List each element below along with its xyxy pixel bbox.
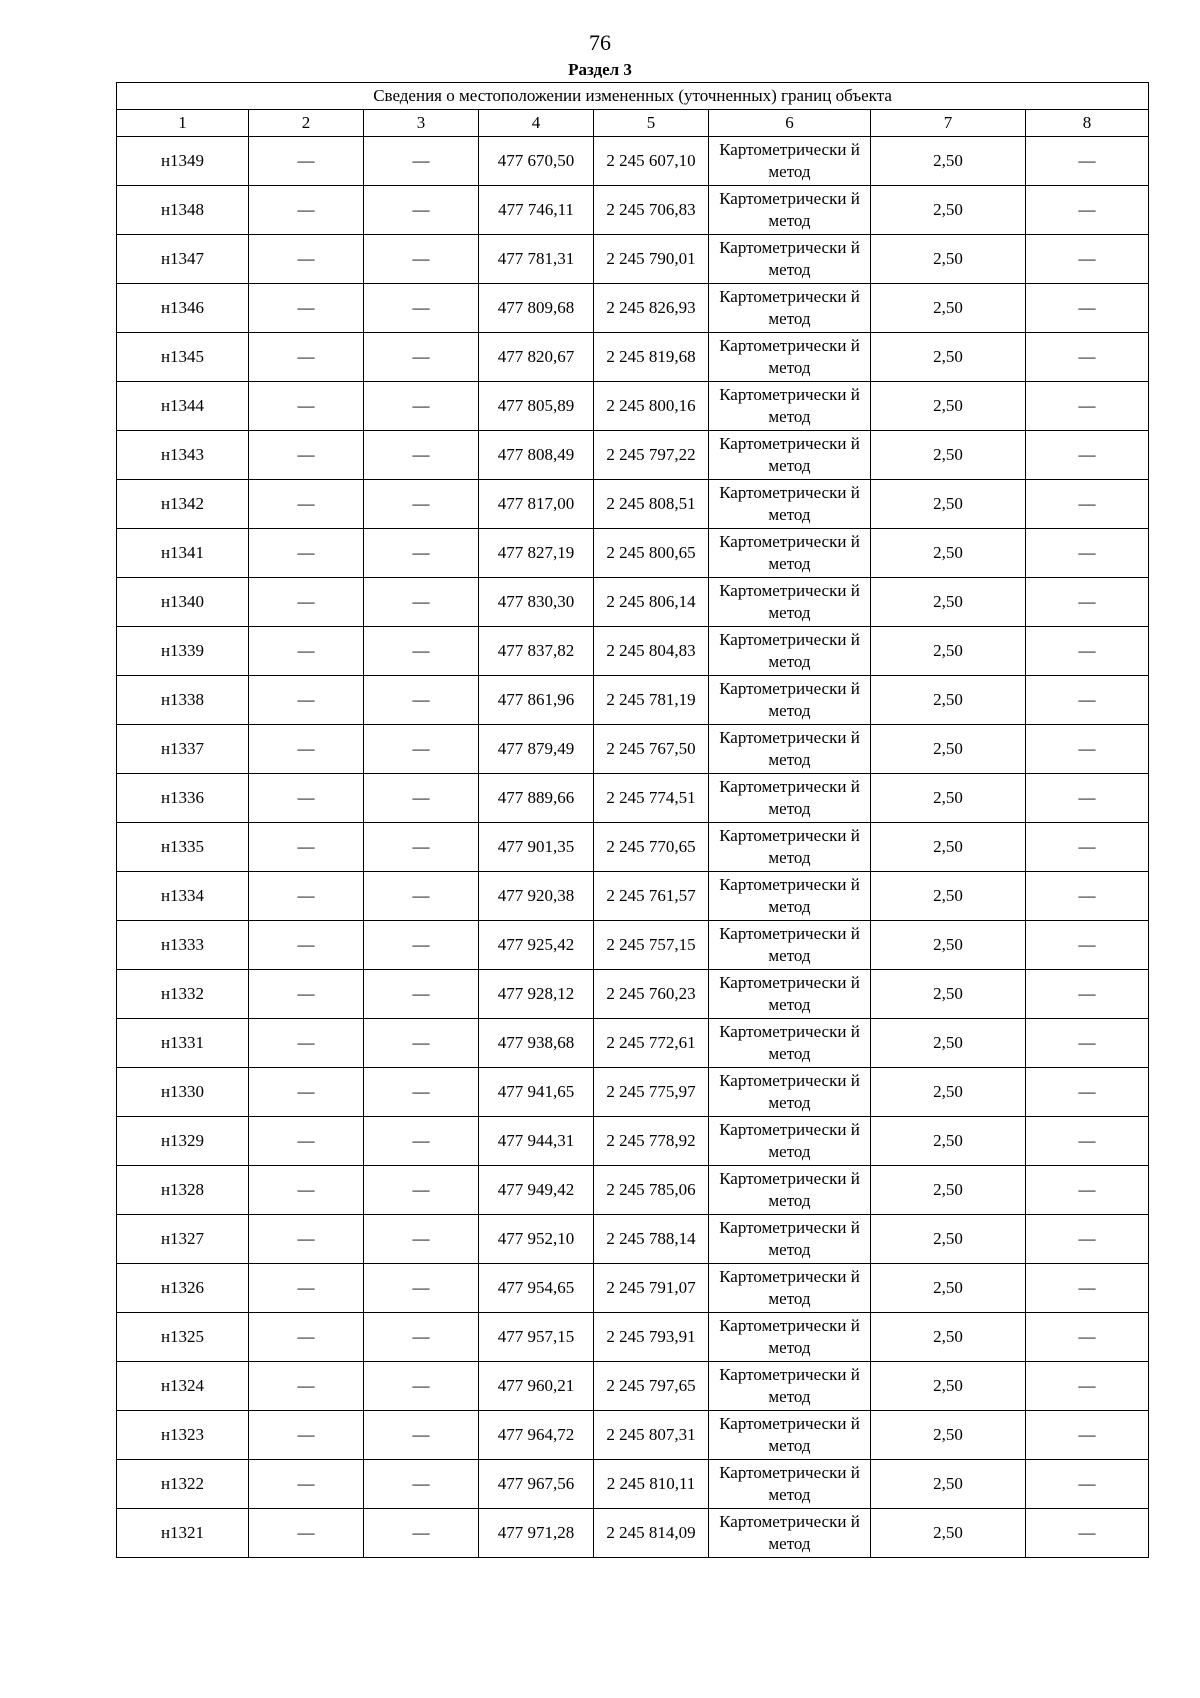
point-id-cell: н1338 <box>117 676 249 725</box>
table-caption: Сведения о местоположении измененных (уточненных) границ объекта <box>117 83 1149 110</box>
col3-cell: — <box>364 1264 479 1313</box>
x-coordinate-cell: 477 837,82 <box>479 627 594 676</box>
point-id-cell: н1333 <box>117 921 249 970</box>
method-cell: Картометрически й метод <box>709 774 871 823</box>
col3-cell: — <box>364 284 479 333</box>
col3-cell: — <box>364 578 479 627</box>
table-row <box>117 774 1149 823</box>
col2-cell: — <box>249 676 364 725</box>
method-cell: Картометрически й метод <box>709 578 871 627</box>
point-id-cell: н1349 <box>117 137 249 186</box>
x-coordinate-cell: 477 952,10 <box>479 1215 594 1264</box>
accuracy-cell: 2,50 <box>871 235 1026 284</box>
col2-cell: — <box>249 1313 364 1362</box>
point-id-cell: н1332 <box>117 970 249 1019</box>
table-row <box>117 1411 1149 1460</box>
col8-cell: — <box>1026 676 1149 725</box>
x-coordinate-cell: 477 971,28 <box>479 1509 594 1558</box>
table-row <box>117 1215 1149 1264</box>
table-row <box>117 1117 1149 1166</box>
y-coordinate-cell: 2 245 806,14 <box>594 578 709 627</box>
column-header: 5 <box>594 110 709 137</box>
col8-cell: — <box>1026 1166 1149 1215</box>
table-caption-row <box>117 83 1149 110</box>
point-id-cell: н1330 <box>117 1068 249 1117</box>
col2-cell: — <box>249 921 364 970</box>
point-id-cell: н1327 <box>117 1215 249 1264</box>
y-coordinate-cell: 2 245 761,57 <box>594 872 709 921</box>
point-id-cell: н1344 <box>117 382 249 431</box>
accuracy-cell: 2,50 <box>871 970 1026 1019</box>
accuracy-cell: 2,50 <box>871 627 1026 676</box>
col2-cell: — <box>249 431 364 480</box>
y-coordinate-cell: 2 245 774,51 <box>594 774 709 823</box>
x-coordinate-cell: 477 938,68 <box>479 1019 594 1068</box>
column-header: 6 <box>709 110 871 137</box>
point-id-cell: н1343 <box>117 431 249 480</box>
method-cell: Картометрически й метод <box>709 186 871 235</box>
col8-cell: — <box>1026 1068 1149 1117</box>
table-row <box>117 627 1149 676</box>
x-coordinate-cell: 477 920,38 <box>479 872 594 921</box>
col8-cell: — <box>1026 627 1149 676</box>
accuracy-cell: 2,50 <box>871 137 1026 186</box>
x-coordinate-cell: 477 808,49 <box>479 431 594 480</box>
x-coordinate-cell: 477 960,21 <box>479 1362 594 1411</box>
method-cell: Картометрически й метод <box>709 970 871 1019</box>
point-id-cell: н1339 <box>117 627 249 676</box>
table-row <box>117 1068 1149 1117</box>
x-coordinate-cell: 477 827,19 <box>479 529 594 578</box>
col3-cell: — <box>364 1019 479 1068</box>
point-id-cell: н1347 <box>117 235 249 284</box>
col2-cell: — <box>249 578 364 627</box>
col3-cell: — <box>364 1313 479 1362</box>
table-row <box>117 431 1149 480</box>
point-id-cell: н1321 <box>117 1509 249 1558</box>
col2-cell: — <box>249 284 364 333</box>
point-id-cell: н1324 <box>117 1362 249 1411</box>
accuracy-cell: 2,50 <box>871 676 1026 725</box>
col2-cell: — <box>249 823 364 872</box>
point-id-cell: н1348 <box>117 186 249 235</box>
accuracy-cell: 2,50 <box>871 578 1026 627</box>
column-header: 8 <box>1026 110 1149 137</box>
col8-cell: — <box>1026 235 1149 284</box>
accuracy-cell: 2,50 <box>871 823 1026 872</box>
table-row <box>117 578 1149 627</box>
accuracy-cell: 2,50 <box>871 1313 1026 1362</box>
table-body <box>117 137 1149 1558</box>
col2-cell: — <box>249 529 364 578</box>
col3-cell: — <box>364 1117 479 1166</box>
point-id-cell: н1334 <box>117 872 249 921</box>
col3-cell: — <box>364 1068 479 1117</box>
y-coordinate-cell: 2 245 791,07 <box>594 1264 709 1313</box>
x-coordinate-cell: 477 967,56 <box>479 1460 594 1509</box>
col2-cell: — <box>249 235 364 284</box>
col3-cell: — <box>364 480 479 529</box>
col2-cell: — <box>249 480 364 529</box>
table-header-row <box>117 110 1149 137</box>
accuracy-cell: 2,50 <box>871 1264 1026 1313</box>
method-cell: Картометрически й метод <box>709 921 871 970</box>
col3-cell: — <box>364 725 479 774</box>
accuracy-cell: 2,50 <box>871 431 1026 480</box>
point-id-cell: н1336 <box>117 774 249 823</box>
col3-cell: — <box>364 823 479 872</box>
y-coordinate-cell: 2 245 804,83 <box>594 627 709 676</box>
table-row <box>117 235 1149 284</box>
x-coordinate-cell: 477 670,50 <box>479 137 594 186</box>
col3-cell: — <box>364 186 479 235</box>
table-row <box>117 1509 1149 1558</box>
point-id-cell: н1322 <box>117 1460 249 1509</box>
col8-cell: — <box>1026 1117 1149 1166</box>
y-coordinate-cell: 2 245 781,19 <box>594 676 709 725</box>
col3-cell: — <box>364 627 479 676</box>
method-cell: Картометрически й метод <box>709 725 871 774</box>
table-row <box>117 1019 1149 1068</box>
accuracy-cell: 2,50 <box>871 333 1026 382</box>
x-coordinate-cell: 477 941,65 <box>479 1068 594 1117</box>
x-coordinate-cell: 477 928,12 <box>479 970 594 1019</box>
table-row <box>117 921 1149 970</box>
point-id-cell: н1326 <box>117 1264 249 1313</box>
col8-cell: — <box>1026 529 1149 578</box>
col2-cell: — <box>249 725 364 774</box>
table-row <box>117 186 1149 235</box>
x-coordinate-cell: 477 954,65 <box>479 1264 594 1313</box>
y-coordinate-cell: 2 245 706,83 <box>594 186 709 235</box>
col8-cell: — <box>1026 774 1149 823</box>
method-cell: Картометрически й метод <box>709 1362 871 1411</box>
col2-cell: — <box>249 1068 364 1117</box>
col3-cell: — <box>364 1509 479 1558</box>
col2-cell: — <box>249 137 364 186</box>
col8-cell: — <box>1026 578 1149 627</box>
col3-cell: — <box>364 872 479 921</box>
col3-cell: — <box>364 333 479 382</box>
x-coordinate-cell: 477 830,30 <box>479 578 594 627</box>
y-coordinate-cell: 2 245 808,51 <box>594 480 709 529</box>
accuracy-cell: 2,50 <box>871 725 1026 774</box>
accuracy-cell: 2,50 <box>871 921 1026 970</box>
x-coordinate-cell: 477 817,00 <box>479 480 594 529</box>
col8-cell: — <box>1026 1509 1149 1558</box>
col2-cell: — <box>249 872 364 921</box>
accuracy-cell: 2,50 <box>871 1019 1026 1068</box>
method-cell: Картометрически й метод <box>709 1068 871 1117</box>
x-coordinate-cell: 477 809,68 <box>479 284 594 333</box>
col8-cell: — <box>1026 333 1149 382</box>
col3-cell: — <box>364 382 479 431</box>
table-row <box>117 823 1149 872</box>
x-coordinate-cell: 477 861,96 <box>479 676 594 725</box>
col8-cell: — <box>1026 970 1149 1019</box>
method-cell: Картометрически й метод <box>709 480 871 529</box>
point-id-cell: н1325 <box>117 1313 249 1362</box>
y-coordinate-cell: 2 245 788,14 <box>594 1215 709 1264</box>
method-cell: Картометрически й метод <box>709 284 871 333</box>
y-coordinate-cell: 2 245 778,92 <box>594 1117 709 1166</box>
col3-cell: — <box>364 137 479 186</box>
table-row <box>117 480 1149 529</box>
x-coordinate-cell: 477 901,35 <box>479 823 594 872</box>
y-coordinate-cell: 2 245 760,23 <box>594 970 709 1019</box>
accuracy-cell: 2,50 <box>871 774 1026 823</box>
y-coordinate-cell: 2 245 607,10 <box>594 137 709 186</box>
method-cell: Картометрически й метод <box>709 823 871 872</box>
x-coordinate-cell: 477 781,31 <box>479 235 594 284</box>
table-row <box>117 529 1149 578</box>
col8-cell: — <box>1026 1460 1149 1509</box>
point-id-cell: н1335 <box>117 823 249 872</box>
method-cell: Картометрически й метод <box>709 1215 871 1264</box>
x-coordinate-cell: 477 964,72 <box>479 1411 594 1460</box>
col2-cell: — <box>249 774 364 823</box>
col8-cell: — <box>1026 431 1149 480</box>
table-row <box>117 872 1149 921</box>
col8-cell: — <box>1026 284 1149 333</box>
method-cell: Картометрически й метод <box>709 1313 871 1362</box>
y-coordinate-cell: 2 245 819,68 <box>594 333 709 382</box>
point-id-cell: н1328 <box>117 1166 249 1215</box>
table-row <box>117 284 1149 333</box>
x-coordinate-cell: 477 957,15 <box>479 1313 594 1362</box>
y-coordinate-cell: 2 245 797,65 <box>594 1362 709 1411</box>
col2-cell: — <box>249 1362 364 1411</box>
col3-cell: — <box>364 431 479 480</box>
accuracy-cell: 2,50 <box>871 382 1026 431</box>
table-row <box>117 1166 1149 1215</box>
col2-cell: — <box>249 1215 364 1264</box>
table-row <box>117 725 1149 774</box>
col2-cell: — <box>249 1411 364 1460</box>
point-id-cell: н1345 <box>117 333 249 382</box>
col3-cell: — <box>364 676 479 725</box>
col2-cell: — <box>249 186 364 235</box>
method-cell: Картометрически й метод <box>709 1019 871 1068</box>
y-coordinate-cell: 2 245 785,06 <box>594 1166 709 1215</box>
col8-cell: — <box>1026 1264 1149 1313</box>
table-row <box>117 137 1149 186</box>
y-coordinate-cell: 2 245 810,11 <box>594 1460 709 1509</box>
col8-cell: — <box>1026 725 1149 774</box>
column-header: 2 <box>249 110 364 137</box>
accuracy-cell: 2,50 <box>871 872 1026 921</box>
col8-cell: — <box>1026 823 1149 872</box>
method-cell: Картометрически й метод <box>709 676 871 725</box>
col8-cell: — <box>1026 480 1149 529</box>
col3-cell: — <box>364 1166 479 1215</box>
x-coordinate-cell: 477 879,49 <box>479 725 594 774</box>
point-id-cell: н1329 <box>117 1117 249 1166</box>
point-id-cell: н1341 <box>117 529 249 578</box>
col3-cell: — <box>364 235 479 284</box>
accuracy-cell: 2,50 <box>871 1166 1026 1215</box>
x-coordinate-cell: 477 805,89 <box>479 382 594 431</box>
y-coordinate-cell: 2 245 767,50 <box>594 725 709 774</box>
col8-cell: — <box>1026 921 1149 970</box>
col8-cell: — <box>1026 382 1149 431</box>
col3-cell: — <box>364 1362 479 1411</box>
col3-cell: — <box>364 1215 479 1264</box>
table-row <box>117 970 1149 1019</box>
col3-cell: — <box>364 970 479 1019</box>
method-cell: Картометрически й метод <box>709 235 871 284</box>
point-id-cell: н1323 <box>117 1411 249 1460</box>
col2-cell: — <box>249 1264 364 1313</box>
x-coordinate-cell: 477 889,66 <box>479 774 594 823</box>
x-coordinate-cell: 477 820,67 <box>479 333 594 382</box>
y-coordinate-cell: 2 245 775,97 <box>594 1068 709 1117</box>
method-cell: Картометрически й метод <box>709 431 871 480</box>
col2-cell: — <box>249 970 364 1019</box>
point-id-cell: н1331 <box>117 1019 249 1068</box>
x-coordinate-cell: 477 925,42 <box>479 921 594 970</box>
page-number: 76 <box>589 30 611 55</box>
method-cell: Картометрически й метод <box>709 1460 871 1509</box>
col3-cell: — <box>364 774 479 823</box>
point-id-cell: н1346 <box>117 284 249 333</box>
col2-cell: — <box>249 1117 364 1166</box>
col8-cell: — <box>1026 137 1149 186</box>
y-coordinate-cell: 2 245 790,01 <box>594 235 709 284</box>
table-row <box>117 1362 1149 1411</box>
col2-cell: — <box>249 333 364 382</box>
col3-cell: — <box>364 529 479 578</box>
method-cell: Картометрически й метод <box>709 137 871 186</box>
y-coordinate-cell: 2 245 797,22 <box>594 431 709 480</box>
accuracy-cell: 2,50 <box>871 1460 1026 1509</box>
col8-cell: — <box>1026 1411 1149 1460</box>
method-cell: Картометрически й метод <box>709 333 871 382</box>
y-coordinate-cell: 2 245 800,65 <box>594 529 709 578</box>
accuracy-cell: 2,50 <box>871 1362 1026 1411</box>
x-coordinate-cell: 477 949,42 <box>479 1166 594 1215</box>
x-coordinate-cell: 477 944,31 <box>479 1117 594 1166</box>
col3-cell: — <box>364 1460 479 1509</box>
method-cell: Картометрически й метод <box>709 1117 871 1166</box>
accuracy-cell: 2,50 <box>871 529 1026 578</box>
col2-cell: — <box>249 382 364 431</box>
section-title: Раздел 3 <box>568 60 632 79</box>
column-header: 4 <box>479 110 594 137</box>
y-coordinate-cell: 2 245 807,31 <box>594 1411 709 1460</box>
y-coordinate-cell: 2 245 757,15 <box>594 921 709 970</box>
point-id-cell: н1337 <box>117 725 249 774</box>
method-cell: Картометрически й метод <box>709 1411 871 1460</box>
x-coordinate-cell: 477 746,11 <box>479 186 594 235</box>
col8-cell: — <box>1026 872 1149 921</box>
y-coordinate-cell: 2 245 793,91 <box>594 1313 709 1362</box>
col3-cell: — <box>364 1411 479 1460</box>
col8-cell: — <box>1026 1215 1149 1264</box>
method-cell: Картометрически й метод <box>709 872 871 921</box>
method-cell: Картометрически й метод <box>709 627 871 676</box>
table-row <box>117 1313 1149 1362</box>
column-header: 7 <box>871 110 1026 137</box>
accuracy-cell: 2,50 <box>871 186 1026 235</box>
method-cell: Картометрически й метод <box>709 529 871 578</box>
table-row <box>117 1460 1149 1509</box>
col2-cell: — <box>249 1460 364 1509</box>
col8-cell: — <box>1026 1313 1149 1362</box>
col2-cell: — <box>249 627 364 676</box>
y-coordinate-cell: 2 245 770,65 <box>594 823 709 872</box>
y-coordinate-cell: 2 245 800,16 <box>594 382 709 431</box>
method-cell: Картометрически й метод <box>709 1166 871 1215</box>
table-row <box>117 333 1149 382</box>
col8-cell: — <box>1026 1019 1149 1068</box>
accuracy-cell: 2,50 <box>871 480 1026 529</box>
col2-cell: — <box>249 1166 364 1215</box>
col2-cell: — <box>249 1019 364 1068</box>
method-cell: Картометрически й метод <box>709 1509 871 1558</box>
col3-cell: — <box>364 921 479 970</box>
accuracy-cell: 2,50 <box>871 1215 1026 1264</box>
y-coordinate-cell: 2 245 814,09 <box>594 1509 709 1558</box>
point-id-cell: н1342 <box>117 480 249 529</box>
column-header: 1 <box>117 110 249 137</box>
accuracy-cell: 2,50 <box>871 1068 1026 1117</box>
point-id-cell: н1340 <box>117 578 249 627</box>
col2-cell: — <box>249 1509 364 1558</box>
accuracy-cell: 2,50 <box>871 1509 1026 1558</box>
table-row <box>117 1264 1149 1313</box>
y-coordinate-cell: 2 245 772,61 <box>594 1019 709 1068</box>
table-row <box>117 382 1149 431</box>
method-cell: Картометрически й метод <box>709 1264 871 1313</box>
accuracy-cell: 2,50 <box>871 284 1026 333</box>
boundary-coordinates-table <box>116 82 1149 1558</box>
accuracy-cell: 2,50 <box>871 1411 1026 1460</box>
accuracy-cell: 2,50 <box>871 1117 1026 1166</box>
method-cell: Картометрически й метод <box>709 382 871 431</box>
column-header: 3 <box>364 110 479 137</box>
col8-cell: — <box>1026 186 1149 235</box>
y-coordinate-cell: 2 245 826,93 <box>594 284 709 333</box>
col8-cell: — <box>1026 1362 1149 1411</box>
table-row <box>117 676 1149 725</box>
